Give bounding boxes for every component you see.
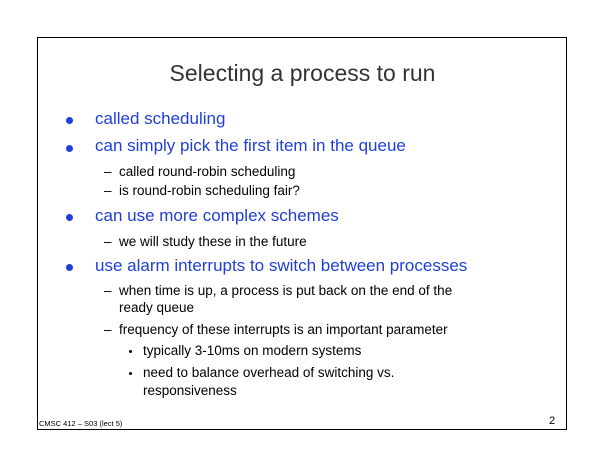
sub-item-4-1-line1: when time is up, a process is put back on the end of the bbox=[119, 283, 453, 298]
sub-item-2-1: called round-robin scheduling bbox=[119, 164, 296, 179]
bullet-4-text: use alarm interrupts to switch between processes bbox=[95, 256, 468, 275]
sub-sub-item-1: typically 3-10ms on modern systems bbox=[143, 343, 362, 358]
sub-dash-2-2: – bbox=[104, 183, 112, 198]
bullet-marker-4 bbox=[66, 264, 73, 271]
sub-item-2-2: is round-robin scheduling fair? bbox=[119, 183, 300, 198]
sub-item-4-2: frequency of these interrupts is an important parameter bbox=[119, 322, 448, 337]
bullet-2-text: can simply pick the first item in the queue bbox=[95, 136, 406, 155]
bullet-marker-2 bbox=[66, 145, 73, 152]
sub-sub-item-2-line2: responsiveness bbox=[143, 383, 237, 398]
sub-dash-3-1: – bbox=[104, 234, 112, 249]
bullet-1-text: called scheduling bbox=[95, 109, 226, 128]
sub-item-4-1-line2: ready queue bbox=[119, 300, 195, 315]
bullet-3-text: can use more complex schemes bbox=[95, 206, 339, 225]
sub-item-3-1: we will study these in the future bbox=[119, 234, 307, 249]
sub-dash-4-1: – bbox=[104, 283, 112, 298]
slide-title: Selecting a process to run bbox=[169, 60, 436, 86]
sub-sub-marker-2 bbox=[129, 372, 132, 375]
page-number: 2 bbox=[549, 415, 556, 427]
bullet-marker-3 bbox=[66, 214, 73, 221]
sub-dash-4-2: – bbox=[104, 322, 112, 337]
bullet-marker-1 bbox=[66, 117, 73, 124]
sub-sub-item-2-line1: need to balance overhead of switching vs. bbox=[143, 365, 395, 380]
sub-sub-marker-1 bbox=[129, 350, 132, 353]
slide-footer: CMSC 412 – S03 (lect 5) bbox=[39, 419, 123, 428]
sub-dash-2-1: – bbox=[104, 164, 112, 179]
